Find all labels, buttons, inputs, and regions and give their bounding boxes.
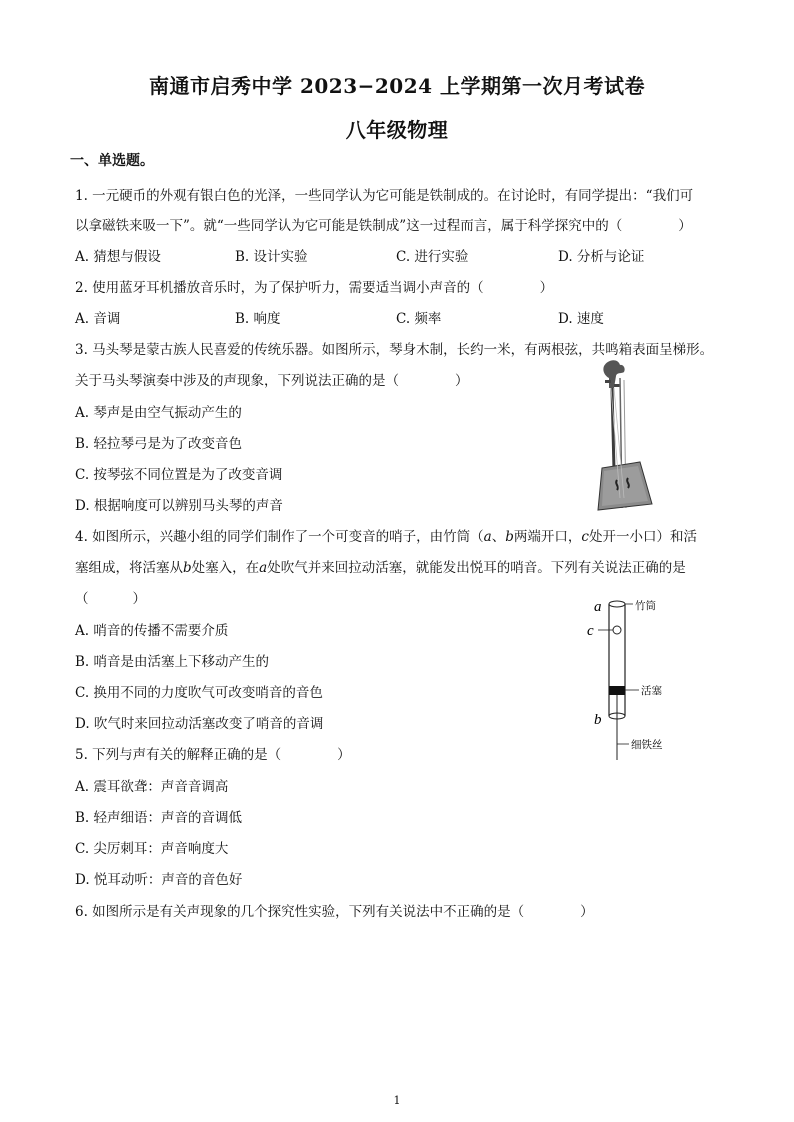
whistle-label-piston: 活塞 [641,685,662,697]
whistle-label-c: c [587,623,594,639]
q1-option-c: C. 进行实验 [396,249,469,265]
matouqin-figure [590,358,662,516]
q4-text-5: 塞组成，将活塞从 [75,560,183,576]
q4-var-b: b [505,529,514,545]
q4-option-b: B. 哨音是由活塞上下移动产生的 [75,654,270,670]
q2-paren-close: ） [539,280,554,296]
q4-text-3: 两端开口， [513,529,582,545]
q3-stem: 关于马头琴演奏中涉及的声现象，下列说法正确的是（ [75,373,399,389]
q4-option-d: D. 吹气时来回拉动活塞改变了哨音的音调 [75,716,324,732]
exam-title: 南通市启秀中学 2023−2024 上学期第一次月考试卷 [148,74,645,98]
q4-var-a: a [483,529,492,545]
q1-line1: 1. 一元硬币的外观有银白色的光泽，一些同学认为它可能是铁制成的。在讨论时，有同学提出：“我们可 [75,188,694,204]
q4-var-c: c [581,529,589,545]
q3-option-a: A. 琴声是由空气振动产生的 [75,405,242,421]
q5-text: 5. 下列与声有关的解释正确的是（ [75,747,282,763]
q5-option-d: D. 悦耳动听：声音的音色好 [75,872,243,888]
q3-paren-close: ） [455,373,469,389]
q2-option-a: A. 音调 [75,311,121,327]
q1-option-a: A. 猜想与假设 [75,249,161,265]
whistle-label-a: a [594,599,602,615]
page-number: 1 [393,1094,401,1107]
q4-line3 [75,587,146,607]
q4-var-b-2: b [183,560,192,576]
q5-option-b: B. 轻声细语：声音的音调低 [75,810,243,826]
q5-option-c: C. 尖厉刺耳：声音响度大 [75,841,229,857]
q4-text-7: 处吹气并来回拉动活塞，就能发出悦耳的哨音。下列有关说法正确的是 [267,560,686,576]
q4-text-6: 处塞入，在 [191,560,260,576]
q1-paren-close: ） [678,218,692,234]
q4-paren-close: ） [132,591,146,607]
whistle-label-wire: 细铁丝 [631,739,663,751]
q1-option-b: B. 设计实验 [235,249,308,265]
q3-line1: 3. 马头琴是蒙古族人民喜爱的传统乐器。如图所示，琴身木制，长约一米，有两根弦，共鸣箱表面呈梯形。 [75,342,714,358]
q4-text-1: 4. 如图所示，兴趣小组的同学们制作了一个可变音的哨子，由竹筒（ [75,529,484,545]
q3-option-d: D. 根据响度可以辨别马头琴的声音 [75,498,283,514]
q4-text-2: 、 [491,529,506,545]
q2-option-c: C. 频率 [396,311,442,327]
whistle-label-b: b [594,712,602,728]
q5-paren-close: ） [337,747,351,763]
q6-stem [75,900,594,920]
whistle-label-tube: 竹筒 [635,600,656,612]
q2-option-b: B. 响度 [235,311,281,327]
q4-paren-open: （ [75,591,89,607]
section-heading: 一、单选题。 [70,153,154,169]
q4-option-a: A. 哨音的传播不需要介质 [75,623,229,639]
q4-line1 [75,525,697,545]
q5-option-a: A. 震耳欲聋：声音音调高 [75,779,229,795]
q1-line2 [75,214,692,234]
q6-paren-close: ） [580,904,594,920]
q5-stem [75,743,351,763]
q1-option-d: D. 分析与论证 [558,249,645,265]
q3-option-c: C. 按琴弦不同位置是为了改变音调 [75,467,283,483]
q3-option-b: B. 轻拉琴弓是为了改变音色 [75,436,243,452]
exam-subtitle: 八年级物理 [345,118,449,142]
q2-text: 2. 使用蓝牙耳机播放音乐时，为了保护听力，需要适当调小声音的（ [75,280,484,296]
q4-text-4: 处开一小口）和活 [588,529,697,545]
q2-stem [75,276,553,296]
q1-stem: 以拿磁铁来吸一下”。就“一些同学认为它可能是铁制成”这一过程而言，属于科学探究中的（ [75,218,623,234]
whistle-figure [585,594,695,764]
q3-line2 [75,369,469,389]
q4-option-c: C. 换用不同的力度吹气可改变哨音的音色 [75,685,323,701]
q2-option-d: D. 速度 [558,311,604,327]
q6-text: 6. 如图所示是有关声现象的几个探究性实验，下列有关说法中不正确的是（ [75,904,525,920]
q4-var-a-2: a [259,560,268,576]
q4-line2 [75,556,686,576]
